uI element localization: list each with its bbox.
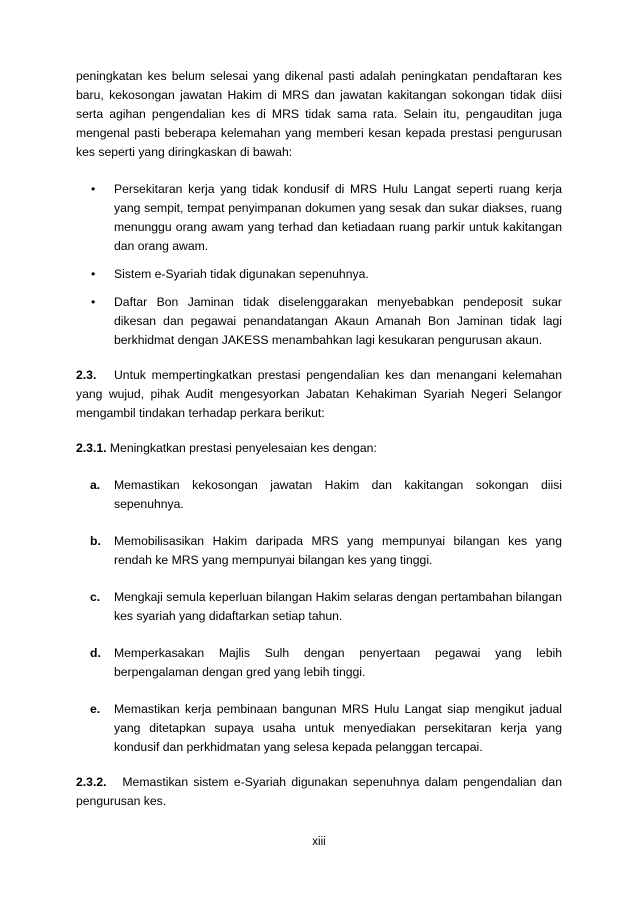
subsection-number: 2.3.2. bbox=[76, 775, 107, 789]
subsection-text: Memastikan sistem e-Syariah digunakan sepenuhnya dalam pengendalian dan pengurusan kes. bbox=[76, 775, 562, 808]
subsection-number: 2.3.1. bbox=[76, 441, 107, 455]
intro-paragraph: peningkatan kes belum selesai yang dikenal pasti adalah peningkatan pendaftaran kes baru, kekosongan jawatan Hakim di MRS dan jawatan kakitangan sokongan tidak diisi serta agihan pengendalian kes di MRS tidak sama rata. Selain itu, pengauditan juga mengenal pasti beberapa kelemahan yang memberi kesan kepada prestasi pengurusan kes seperti yang diringkaskan di bawah: bbox=[76, 69, 562, 159]
list-item bbox=[76, 476, 562, 514]
list-item-text: Sistem e-Syariah tidak digunakan sepenuhnya. bbox=[114, 267, 369, 281]
bullet-icon: • bbox=[91, 267, 96, 281]
item-label: c. bbox=[90, 590, 101, 604]
findings-list bbox=[76, 180, 562, 350]
document-page bbox=[76, 67, 562, 811]
bullet-icon: • bbox=[91, 295, 96, 309]
item-text: Memperkasakan Majlis Sulh dengan penyertaan pegawai yang lebih berpengalaman dengan gred yang lebih tinggi. bbox=[114, 646, 562, 679]
list-item bbox=[76, 644, 562, 682]
bullet-icon: • bbox=[91, 182, 96, 196]
item-text: Memastikan kekosongan jawatan Hakim dan kakitangan sokongan diisi bbox=[114, 478, 562, 492]
page-number: xiii bbox=[312, 836, 326, 848]
item-label: b. bbox=[90, 534, 101, 548]
item-text-continued: sepenuhnya. bbox=[114, 497, 184, 511]
section-text: Untuk mempertingkatkan prestasi pengendalian kes dan menangani kelemahan yang wujud, pihak Audit mengesyorkan Jabatan Kehakiman Syariah Negeri Selangor mengambil tindakan terhadap perkara berikut: bbox=[76, 368, 562, 420]
item-text: Memastikan kerja pembinaan bangunan MRS Hulu Langat siap mengikut jadual yang ditetapkan supaya usaha untuk menyediakan persekitaran kerja yang kondusif dan perkhidmatan yang selesa kepada pelanggan tercapai. bbox=[114, 702, 562, 754]
list-item-text: Persekitaran kerja yang tidak kondusif di MRS Hulu Langat seperti ruang kerja yang sempit, tempat penyimpanan dokumen yang sesak dan sukar diakses, ruang menunggu orang awam yang terhad dan ketiadaan ruang parkir untuk kakitangan dan orang awam. bbox=[114, 182, 562, 253]
list-item-text: Daftar Bon Jaminan tidak diselenggarakan menyebabkan pendeposit sukar dikesan dan pegawai penandatangan Akaun Amanah Bon Jaminan tidak lagi berkhidmat dengan JAKESS menambahkan lagi kesukaran pengurusan akaun. bbox=[114, 295, 562, 347]
subsection-2-3-2 bbox=[76, 773, 562, 811]
subsection-text: Meningkatkan prestasi penyelesaian kes dengan: bbox=[109, 441, 377, 455]
list-item bbox=[76, 265, 562, 284]
subsection-2-3-1 bbox=[76, 439, 562, 458]
item-label: a. bbox=[90, 478, 101, 492]
recommendation-list bbox=[76, 476, 562, 757]
list-item bbox=[76, 293, 562, 350]
list-item bbox=[76, 700, 562, 757]
item-label: e. bbox=[90, 702, 101, 716]
section-number: 2.3. bbox=[76, 368, 97, 382]
list-item bbox=[76, 588, 562, 626]
section-2-3 bbox=[76, 366, 562, 423]
item-text: Mengkaji semula keperluan bilangan Hakim selaras dengan pertambahan bilangan kes syariah yang didaftarkan setiap tahun. bbox=[114, 590, 562, 623]
list-item bbox=[76, 180, 562, 256]
item-text: Memobilisasikan Hakim daripada MRS yang mempunyai bilangan kes yang rendah ke MRS yang mempunyai bilangan kes yang tinggi. bbox=[114, 534, 562, 567]
item-label: d. bbox=[90, 646, 101, 660]
list-item bbox=[76, 532, 562, 570]
